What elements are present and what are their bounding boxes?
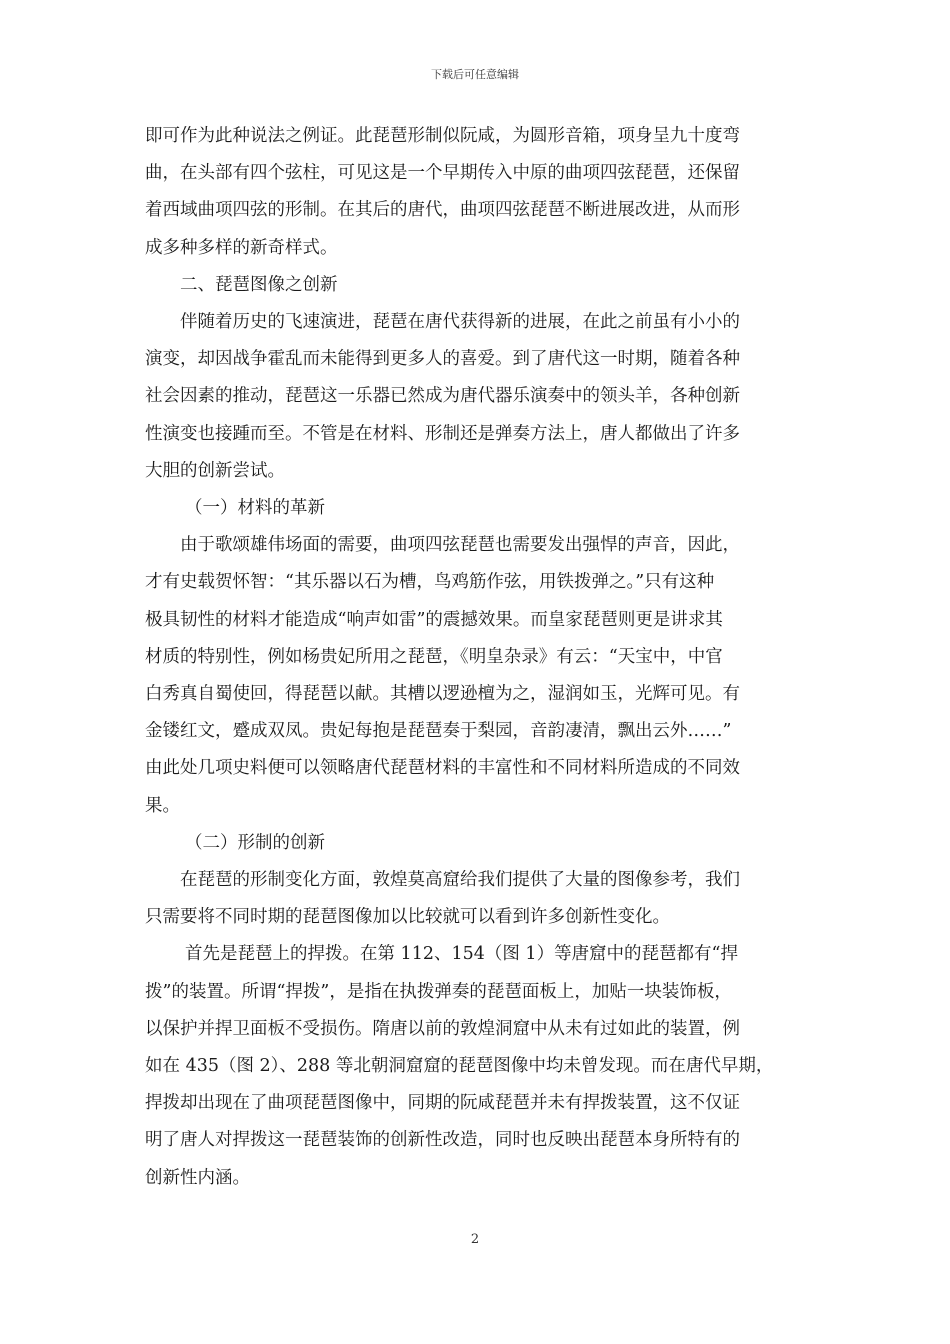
page-header-note: 下载后可任意编辑 xyxy=(431,68,519,81)
text-line: 伴随着历史的飞速演进，琵琶在唐代获得新的进展，在此之前虽有小小的 xyxy=(180,312,740,333)
paragraph-hanbo xyxy=(145,936,813,1196)
text-line: 只需要将不同时期的琵琶图像加以比较就可以看到许多创新性变化。 xyxy=(145,907,670,928)
text-line: 金镂红文，蹙成双凤。贵妃每抱是琵琶奏于梨园，音韵凄清，飘出云外……” xyxy=(145,721,732,742)
paragraph-form xyxy=(145,862,813,936)
text-line: 白秀真自蜀使回，得琵琶以献。其槽以逻逊檀为之，湿润如玉，光辉可见。有 xyxy=(145,684,740,705)
text-line: 曲，在头部有四个弦柱，可见这是一个早期传入中原的曲项四弦琵琶，还保留 xyxy=(145,163,740,184)
text-line: 即可作为此种说法之例证。此琵琶形制似阮咸，为圆形音箱，项身呈九十度弯 xyxy=(145,126,740,146)
text-line: 在琵琶的形制变化方面，敦煌莫高窟给我们提供了大量的图像参考，我们 xyxy=(180,870,740,891)
text-line: 明了唐人对捍拨这一琵琶装饰的创新性改造，同时也反映出琵琶本身所特有的 xyxy=(145,1130,740,1151)
page-number: 2 xyxy=(470,1232,480,1247)
text-line: 材质的特别性，例如杨贵妃所用之琵琶，《明皇杂录》有云：“天宝中，中官 xyxy=(145,646,723,667)
subsection-heading-form: （二）形制的创新 xyxy=(185,832,325,853)
paragraph-intro xyxy=(145,118,813,267)
text-line: 由于歌颂雄伟场面的需要，曲项四弦琵琶也需要发出强悍的声音，因此， xyxy=(180,535,740,556)
text-line: 大胆的创新尝试。 xyxy=(145,460,285,481)
section-heading: 二、琵琶图像之创新 xyxy=(180,274,338,295)
text-line: 社会因素的推动，琵琶这一乐器已然成为唐代器乐演奏中的领头羊，各种创新 xyxy=(145,386,740,407)
text-line: 首先是琵琶上的捍拨。在第 112、154（图 1）等唐窟中的琵琶都有“捍 xyxy=(185,944,739,965)
text-line: 捍拨却出现在了曲项琵琶图像中，同期的阮咸琵琶并未有捍拨装置，这不仅证 xyxy=(145,1093,740,1114)
text-line: 极具韧性的材料才能造成“响声如雷”的震撼效果。而皇家琵琶则更是讲求其 xyxy=(145,609,723,630)
text-line: 果。 xyxy=(145,795,180,816)
paragraph-development xyxy=(145,304,813,490)
text-line: 以保护并捍卫面板不受损伤。隋唐以前的敦煌洞窟中从未有过如此的装置，例 xyxy=(145,1018,740,1039)
text-line: 如在 435（图 2）、288 等北朝洞窟窟的琵琶图像中均未曾发现。而在唐代早期， xyxy=(145,1056,774,1077)
text-line: 成多种多样的新奇样式。 xyxy=(145,237,338,258)
text-line: 创新性内涵。 xyxy=(145,1167,250,1188)
document-body xyxy=(145,118,813,1197)
text-line: 由此处几项史料便可以领略唐代琵琶材料的丰富性和不同材料所造成的不同效 xyxy=(145,758,740,779)
text-line: 拨”的装置。所谓“捍拨”，是指在执拨弹奏的琵琶面板上，加贴一块装饰板， xyxy=(145,981,732,1002)
text-line: 性演变也接踵而至。不管是在材料、形制还是弹奏方法上，唐人都做出了许多 xyxy=(145,423,740,444)
text-line: 着西域曲项四弦的形制。在其后的唐代，曲项四弦琵琶不断进展改进，从而形 xyxy=(145,200,740,221)
paragraph-materials xyxy=(145,527,813,825)
text-line: 才有史载贺怀智：“其乐器以石为槽，鸟鸡筋作弦，用铁拨弹之。”只有这种 xyxy=(145,572,715,593)
subsection-heading-materials: （一）材料的革新 xyxy=(185,498,325,519)
text-line: 演变，却因战争霍乱而未能得到更多人的喜爱。到了唐代这一时期，随着各种 xyxy=(145,349,740,370)
